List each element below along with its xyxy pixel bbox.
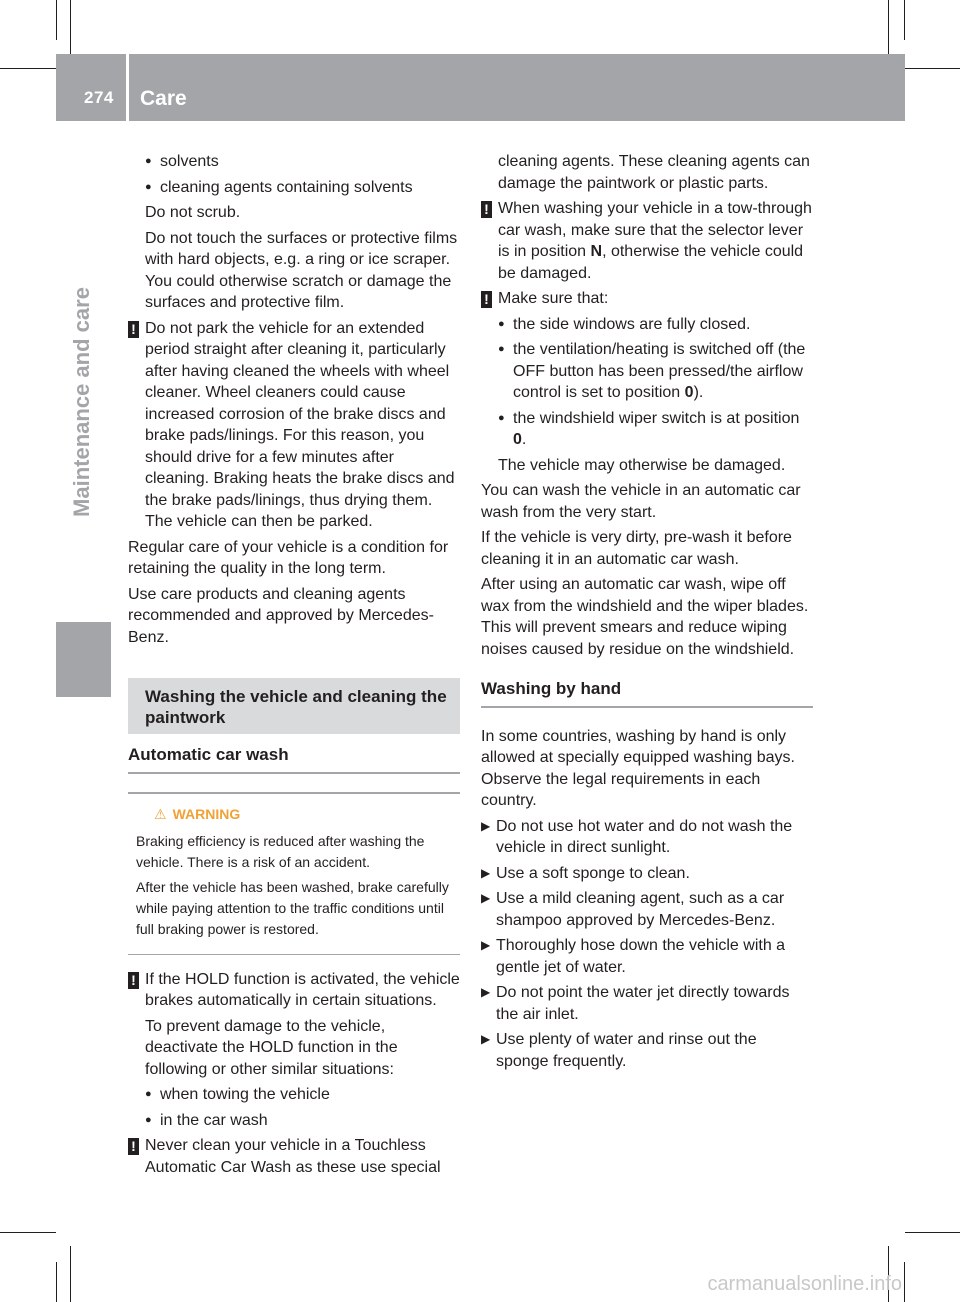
warning-icon: ⚠ <box>154 805 167 822</box>
exclamation-icon: ! <box>128 321 139 338</box>
crop-mark <box>904 0 905 40</box>
watermark[interactable]: carmanualsonline.info <box>707 1273 902 1295</box>
action-arrow-icon: ▶ <box>481 865 491 880</box>
crop-mark <box>56 1262 57 1302</box>
action-step: ▶ Use a soft sponge to clean. <box>481 863 813 885</box>
paragraph: You can wash the vehicle in an automatic car wash from the very start. <box>481 482 801 521</box>
section-title: Care <box>140 87 187 110</box>
note: ! Never clean your vehicle in a Touchless Automatic Car Wash as these use special <box>128 1135 460 1178</box>
left-column <box>128 151 460 1182</box>
section-heading: Washing the vehicle and cleaning the paintwork <box>128 678 460 734</box>
exclamation-icon: ! <box>128 972 139 989</box>
crop-mark <box>905 1232 960 1233</box>
list-item: ● the windshield wiper switch is at position 0. <box>498 409 800 448</box>
warning-text: After the vehicle has been washed, brake carefully while paying attention to the traffic conditions until full braking power is restored. <box>136 878 449 937</box>
crop-mark <box>0 1232 56 1233</box>
action-step: ▶ Use plenty of water and rinse out the sponge frequently. <box>481 1031 757 1070</box>
paragraph: The vehicle may otherwise be damaged. <box>498 456 786 474</box>
warning-text: Braking efficiency is reduced after washing the vehicle. There is a risk of an accident. <box>136 832 425 870</box>
side-tab-label: Maintenance and care <box>69 287 94 517</box>
paragraph: cleaning agents. These cleaning agents can damage the paintwork or plastic parts. <box>498 153 810 192</box>
bullet-icon: ● <box>145 1113 152 1126</box>
warning-box <box>128 792 460 955</box>
list-item: ● cleaning agents containing solvents <box>128 177 460 199</box>
paragraph: Regular care of your vehicle is a condition for retaining the quality in the long term. <box>128 538 449 577</box>
crop-mark <box>70 0 71 54</box>
list-item: ● solvents <box>128 151 460 173</box>
bullet-icon: ● <box>145 1088 152 1100</box>
action-arrow-icon: ▶ <box>481 1032 491 1046</box>
action-arrow-icon: ▶ <box>481 891 491 905</box>
list-item: ● when towing the vehicle <box>128 1084 460 1106</box>
note: ! Make sure that: <box>481 288 813 310</box>
crop-mark <box>56 0 57 40</box>
page-number: 274 <box>84 88 114 107</box>
paragraph: Use care products and cleaning agents recommended and approved by Mercedes-Benz. <box>128 585 434 646</box>
paragraph: Do not touch the surfaces or protective films with hard objects, e.g. a ring or ice scraper. You could otherwise scratch or damage the surfaces and protective film. <box>145 229 458 311</box>
action-step: ▶ Do not use hot water and do not wash the vehicle in direct sunlight. <box>481 817 793 856</box>
crop-mark <box>888 0 889 54</box>
action-arrow-icon: ▶ <box>481 938 491 952</box>
list-item: ● in the car wash <box>128 1110 460 1132</box>
bullet-icon: ● <box>498 317 505 330</box>
exclamation-icon: ! <box>128 1138 139 1155</box>
action-step: ▶ Thoroughly hose down the vehicle with a gentle jet of water. <box>481 937 786 976</box>
list-item: ● the side windows are fully closed. <box>481 314 813 336</box>
exclamation-icon: ! <box>481 201 492 218</box>
note: ! Do not park the vehicle for an extended period straight after cleaning it, particularly after having cleaned the wheels with wheel cleaner. Wheel cleaners could cause increased corrosion of the brake discs and brake pads/linings. For this reason, you should drive for a few minutes after cleaning. Braking heats the brake discs and the brake pads/linings, thus drying them. The vehicle can then be parked. <box>128 318 460 533</box>
crop-mark <box>904 1262 905 1302</box>
bullet-icon: ● <box>145 155 152 167</box>
action-arrow-icon: ▶ <box>481 818 491 833</box>
paragraph: After using an automatic car wash, wipe off wax from the windshield and the wiper blades. This will prevent smears and reduce wiping noises caused by residue on the windshield. <box>481 576 809 658</box>
subheading: Washing by hand <box>481 678 813 708</box>
action-arrow-icon: ▶ <box>481 985 491 999</box>
bullet-icon: ● <box>498 343 505 355</box>
paragraph: Do not scrub. <box>145 204 241 221</box>
paragraph: In some countries, washing by hand is only allowed at specially equipped washing bays. Observe the legal requirements in each country. <box>481 727 795 809</box>
warning-title: ⚠ WARNING <box>154 805 241 822</box>
header-divider <box>126 54 129 121</box>
action-step: ▶ Do not point the water jet directly towards the air inlet. <box>481 984 790 1023</box>
paragraph: If the vehicle is very dirty, pre-wash it before cleaning it in an automatic car wash. <box>481 529 792 568</box>
list-item: ● the ventilation/heating is switched off (the OFF button has been pressed/the airflow control is set to position 0). <box>498 341 806 401</box>
side-tab-block <box>56 622 111 697</box>
crop-mark <box>905 68 960 69</box>
bullet-icon: ● <box>498 411 505 424</box>
action-step: ▶ Use a mild cleaning agent, such as a car shampoo approved by Mercedes-Benz. <box>481 890 785 929</box>
crop-mark <box>0 68 56 69</box>
right-column <box>481 151 813 1076</box>
crop-mark <box>70 1246 71 1302</box>
note: ! When washing your vehicle in a tow-through car wash, make sure that the selector lever is in position N, otherwise the vehicle could be damaged. <box>481 198 813 284</box>
exclamation-icon: ! <box>481 291 492 308</box>
note: ! If the HOLD function is activated, the vehicle brakes automatically in certain situations. <box>128 969 460 1012</box>
subheading: Automatic car wash <box>128 744 460 774</box>
bullet-icon: ● <box>145 180 152 193</box>
paragraph: To prevent damage to the vehicle, deactivate the HOLD function in the following or other similar situations: <box>145 1017 398 1078</box>
